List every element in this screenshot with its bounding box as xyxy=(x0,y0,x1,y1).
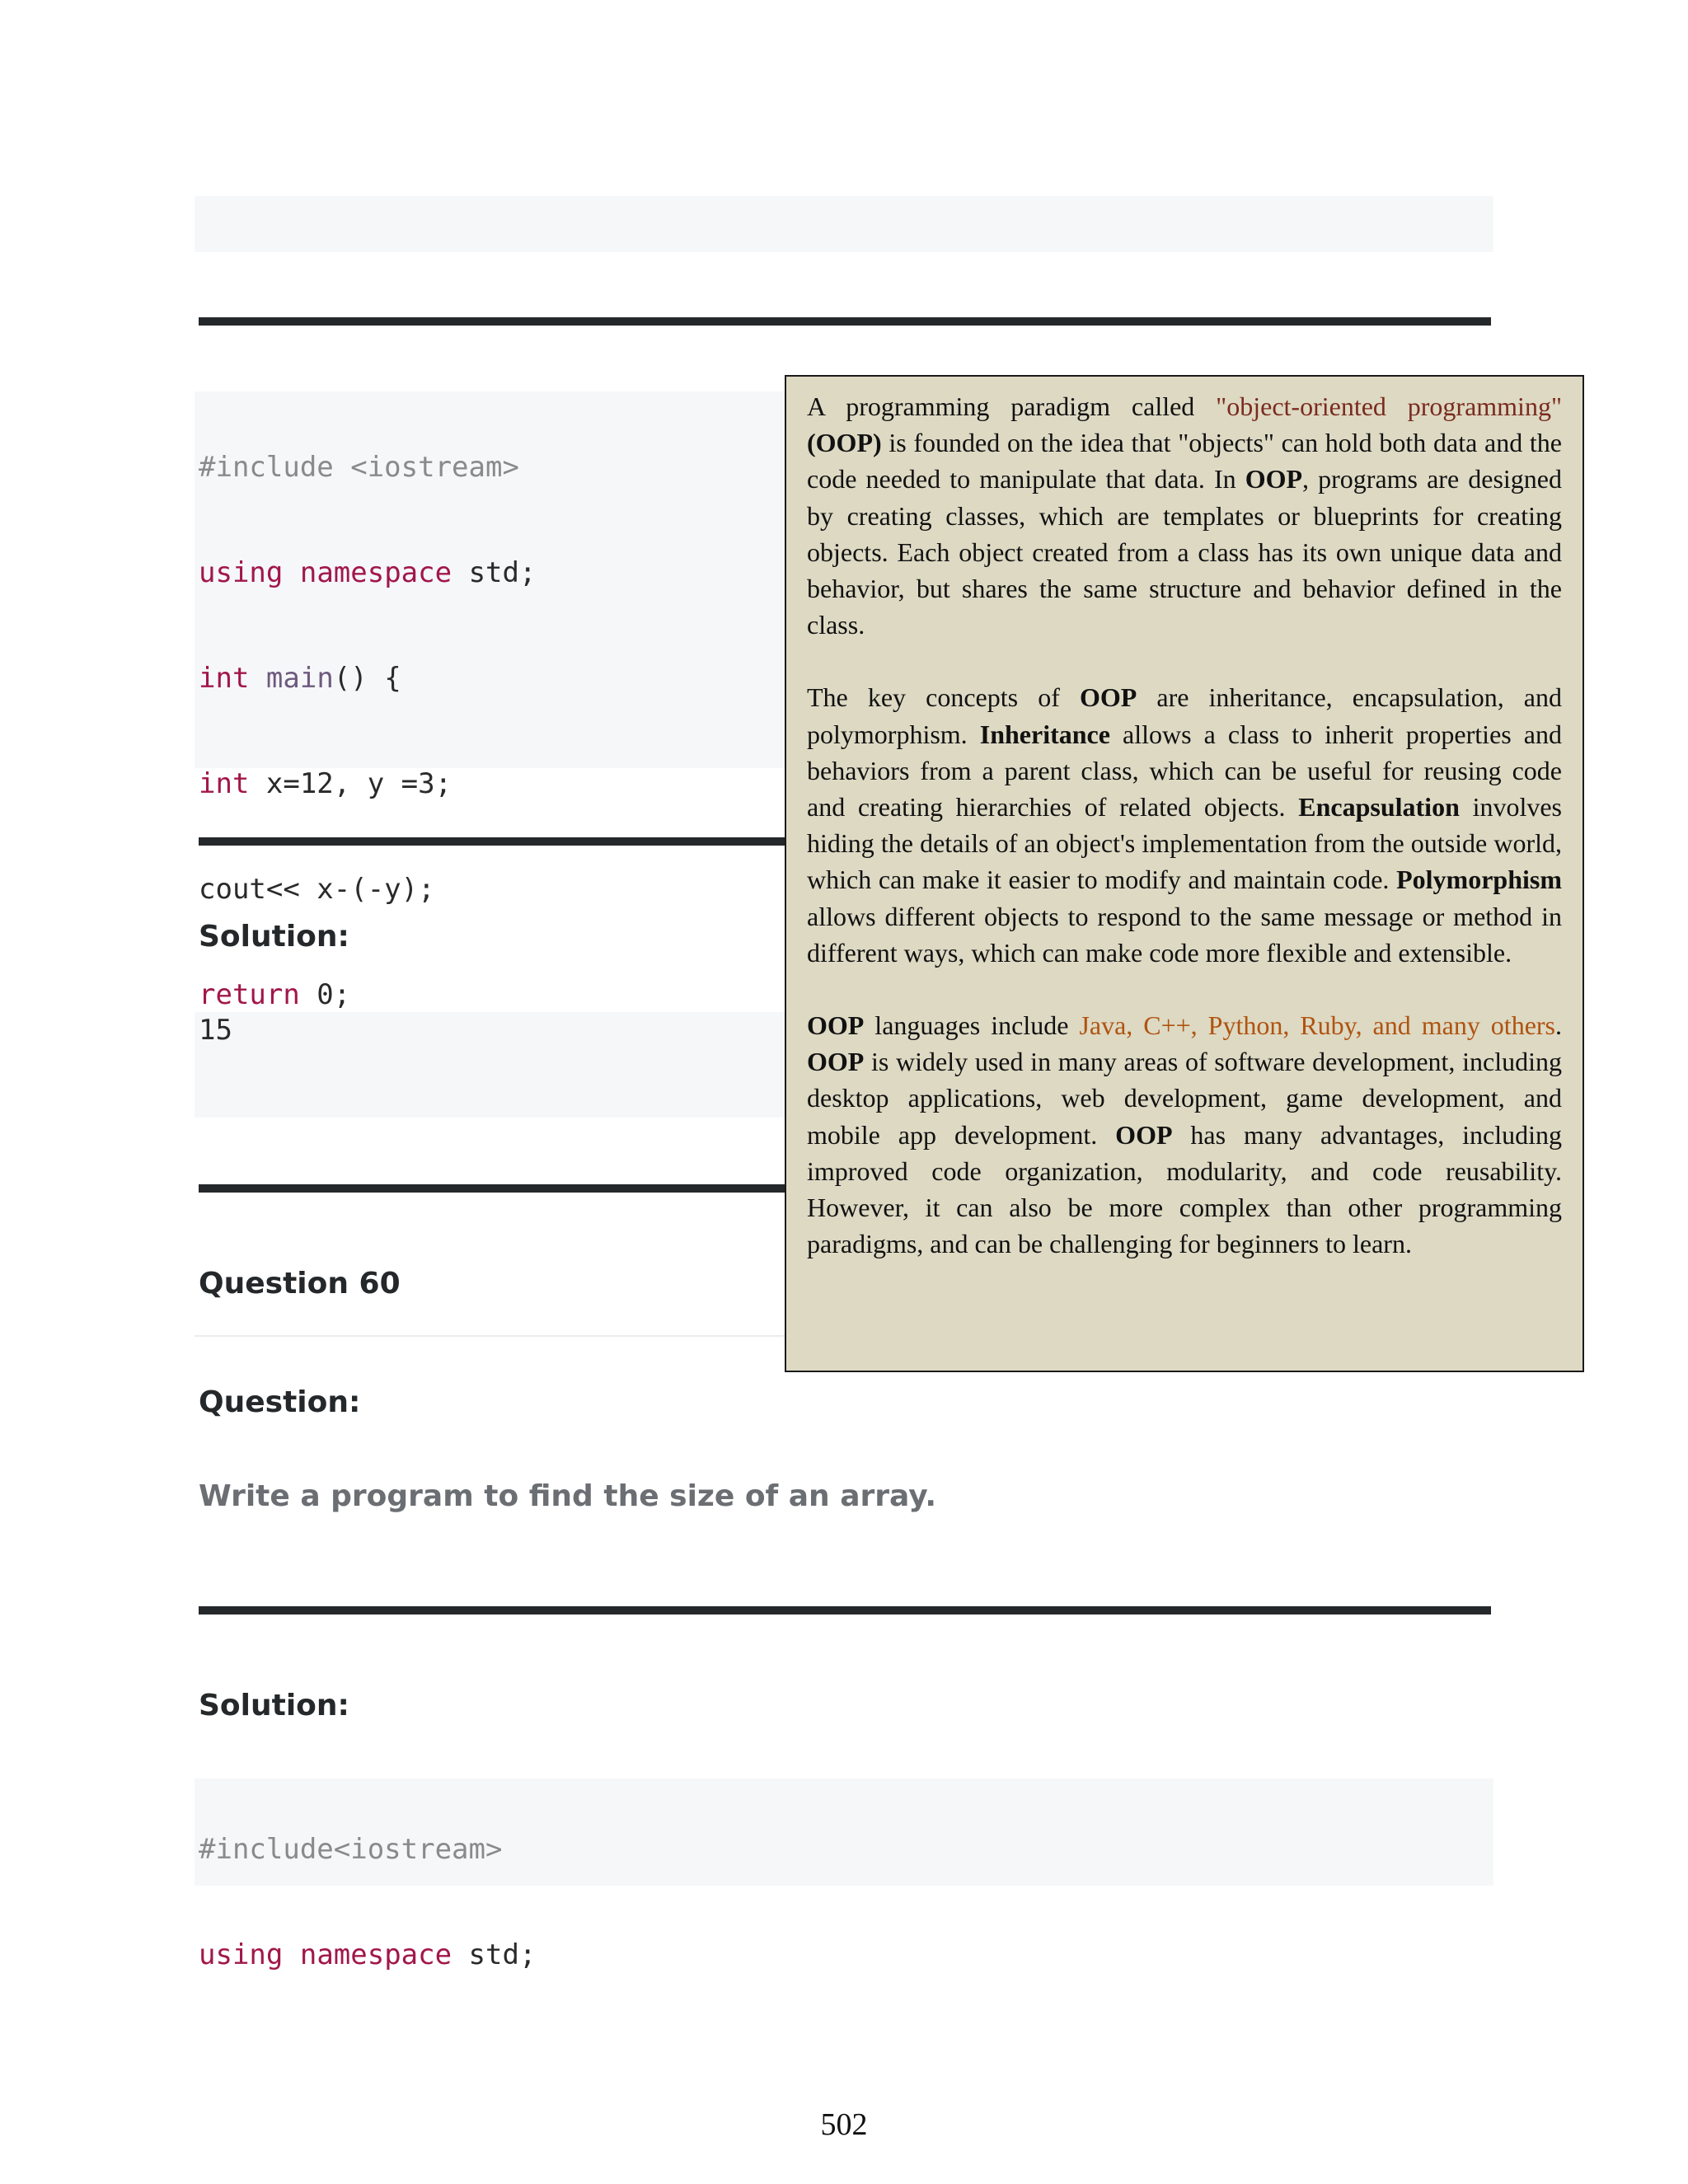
section-divider xyxy=(199,317,1491,326)
callout-text: The key concepts of xyxy=(807,682,1080,713)
callout-text: A programming paradigm called xyxy=(807,391,1217,421)
code-line xyxy=(199,1823,536,1876)
question-label: Question: xyxy=(199,1385,361,1419)
code-line xyxy=(199,652,536,705)
code-line xyxy=(199,441,536,494)
page-number: 502 xyxy=(820,2107,868,2142)
include-directive: #include<iostream> xyxy=(199,1833,503,1866)
oop-callout-box xyxy=(785,375,1584,1372)
question-text: Write a program to find the size of an array. xyxy=(199,1479,937,1513)
callout-paragraph xyxy=(807,388,1562,643)
question-heading: Question 60 xyxy=(199,1267,401,1301)
code-line xyxy=(199,757,536,810)
callout-paragraph xyxy=(807,1007,1562,1262)
keyword: namespace xyxy=(299,556,452,589)
callout-bold: OOP xyxy=(1115,1119,1173,1150)
callout-bold: Polymorphism xyxy=(1396,865,1562,895)
callout-highlight: "object-oriented programming" xyxy=(1216,391,1563,421)
callout-text: is founded on the idea that "objects" can hold both data and the code needed to manipulate that data. In xyxy=(807,428,1562,494)
code-line xyxy=(199,546,536,599)
section-divider xyxy=(199,1606,1491,1615)
callout-text: allows different objects to respond to the same message or method in different ways, which can make code more flexible and extensible. xyxy=(807,901,1562,968)
code-line xyxy=(199,863,536,916)
output-text: 15 xyxy=(199,1014,232,1047)
callout-bold: Encapsulation xyxy=(1298,792,1460,823)
callout-bold: OOP xyxy=(1079,682,1137,713)
empty-code-block xyxy=(195,196,1493,252)
keyword: int xyxy=(199,767,250,800)
solution-label: Solution: xyxy=(199,920,349,954)
solution-label: Solution: xyxy=(199,1689,349,1722)
callout-text: are inheritance, encapsulation, and polymorphism. xyxy=(807,682,1563,749)
callout-text: , programs are designed by creating classes, which are templates or blueprints for creating objects. Each object created from a class has its own unique data and behavior, but shares the same structure and behavior defined in the class. xyxy=(807,464,1563,640)
keyword: namespace xyxy=(299,1938,452,1971)
code-text: std; xyxy=(452,1938,537,1971)
callout-bold: Inheritance xyxy=(979,719,1110,749)
keyword: using xyxy=(199,1938,284,1971)
callout-paragraph xyxy=(807,679,1562,971)
keyword: using xyxy=(199,556,284,589)
keyword: return xyxy=(199,978,300,1011)
code-listing xyxy=(199,1770,536,2034)
callout-text: . xyxy=(1555,1010,1563,1041)
callout-bold: OOP xyxy=(807,1047,865,1077)
callout-bold: OOP xyxy=(1245,464,1303,494)
callout-text: languages include xyxy=(864,1010,1080,1041)
include-directive: #include <iostream> xyxy=(199,451,519,484)
code-text: () { xyxy=(333,662,401,695)
code-text: cout<< x-(-y); xyxy=(199,873,435,906)
callout-highlight: Java, C++, Python, Ruby, and many others xyxy=(1079,1010,1556,1041)
callout-bold: OOP xyxy=(807,1010,865,1041)
keyword: int xyxy=(199,662,250,695)
callout-text: has many advantages, including improved code organization, modularity, and code reusability. However, it can also be more complex than other programming paradigms, and can be challenging for beginners to learn. xyxy=(807,1119,1563,1259)
code-text: std; xyxy=(468,556,537,589)
callout-text: is widely used in many areas of software development, including desktop applications, web development, game development, and mobile app development. xyxy=(807,1047,1562,1150)
function-name: main xyxy=(265,662,334,695)
code-text: 0; xyxy=(299,978,351,1011)
callout-bold: (OOP) xyxy=(807,428,882,458)
code-text: x=12, y =3; xyxy=(249,767,452,800)
callout-text: involves hiding the details of an object's implementation from the outside world, which can make it easier to modify and maintain code. xyxy=(807,792,1563,895)
code-line xyxy=(199,1929,536,1981)
callout-text: allows a class to inherit properties and behaviors from a parent class, which can be useful for reusing code and creating hierarchies of related objects. xyxy=(807,719,1563,823)
